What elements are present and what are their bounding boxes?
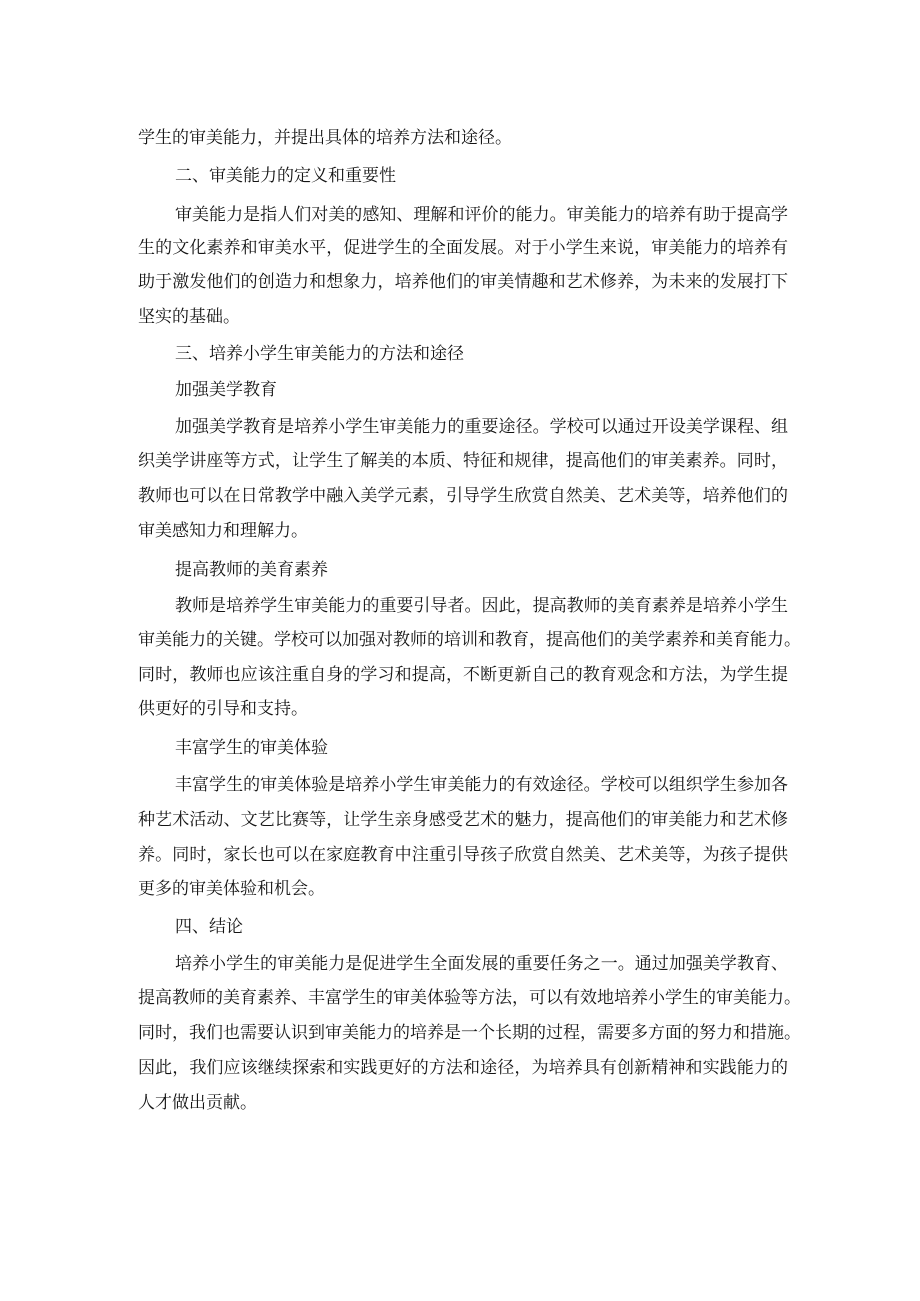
paragraph-line: 织美学讲座等方式，让学生了解美的本质、特征和规律，提高他们的审美素养。同时， bbox=[138, 451, 788, 471]
paragraph-line: 同时，教师也应该注重自身的学习和提高，不断更新自己的教育观念和方法，为学生提 bbox=[138, 665, 788, 685]
paragraph-line: 加强美学教育是培养小学生审美能力的重要途径。学校可以通过开设美学课程、组 bbox=[175, 417, 788, 437]
paragraph-line: 更多的审美体验和机会。 bbox=[138, 879, 325, 899]
subsection-heading: 丰富学生的审美体验 bbox=[175, 738, 328, 758]
section-heading: 四、结论 bbox=[175, 917, 243, 937]
paragraph-line: 助于激发他们的创造力和想象力，培养他们的审美情趣和艺术修养，为未来的发展打下 bbox=[138, 272, 788, 292]
paragraph-line: 因此，我们应该继续探索和实践更好的方法和途径，为培养具有创新精神和实践能力的 bbox=[138, 1058, 788, 1078]
paragraph-line: 审美感知力和理解力。 bbox=[138, 521, 308, 541]
paragraph-line: 坚实的基础。 bbox=[138, 307, 240, 327]
paragraph-line: 审美能力是指人们对美的感知、理解和评价的能力。审美能力的培养有助于提高学 bbox=[175, 205, 788, 225]
paragraph-line: 同时，我们也需要认识到审美能力的培养是一个长期的过程，需要多方面的努力和措施。 bbox=[138, 1023, 801, 1043]
paragraph-line: 人才做出贡献。 bbox=[138, 1093, 257, 1113]
subsection-heading: 加强美学教育 bbox=[175, 380, 277, 400]
paragraph-line: 审美能力的关键。学校可以加强对教师的培训和教育，提高他们的美学素养和美育能力。 bbox=[138, 630, 801, 650]
paragraph-line: 种艺术活动、文艺比赛等，让学生亲身感受艺术的魅力，提高他们的审美能力和艺术修 bbox=[138, 810, 788, 830]
paragraph-line: 生的文化素养和审美水平，促进学生的全面发展。对于小学生来说，审美能力的培养有 bbox=[138, 238, 788, 258]
paragraph-line: 培养小学生的审美能力是促进学生全面发展的重要任务之一。通过加强美学教育、 bbox=[175, 954, 788, 974]
section-heading: 三、培养小学生审美能力的方法和途径 bbox=[175, 344, 464, 364]
section-heading: 二、审美能力的定义和重要性 bbox=[175, 166, 396, 186]
paragraph-line: 养。同时，家长也可以在家庭教育中注重引导孩子欣赏自然美、艺术美等，为孩子提供 bbox=[138, 845, 788, 865]
paragraph-line: 教师是培养学生审美能力的重要引导者。因此，提高教师的美育素养是培养小学生 bbox=[175, 596, 788, 616]
paragraph-line: 供更好的引导和支持。 bbox=[138, 699, 308, 719]
subsection-heading: 提高教师的美育素养 bbox=[175, 560, 328, 580]
intro-tail: 学生的审美能力，并提出具体的培养方法和途径。 bbox=[138, 128, 512, 148]
paragraph-line: 教师也可以在日常教学中融入美学元素，引导学生欣赏自然美、艺术美等，培养他们的 bbox=[138, 486, 788, 506]
paragraph-line: 提高教师的美育素养、丰富学生的审美体验等方法，可以有效地培养小学生的审美能力。 bbox=[138, 988, 801, 1008]
paragraph-line: 丰富学生的审美体验是培养小学生审美能力的有效途径。学校可以组织学生参加各 bbox=[175, 775, 788, 795]
